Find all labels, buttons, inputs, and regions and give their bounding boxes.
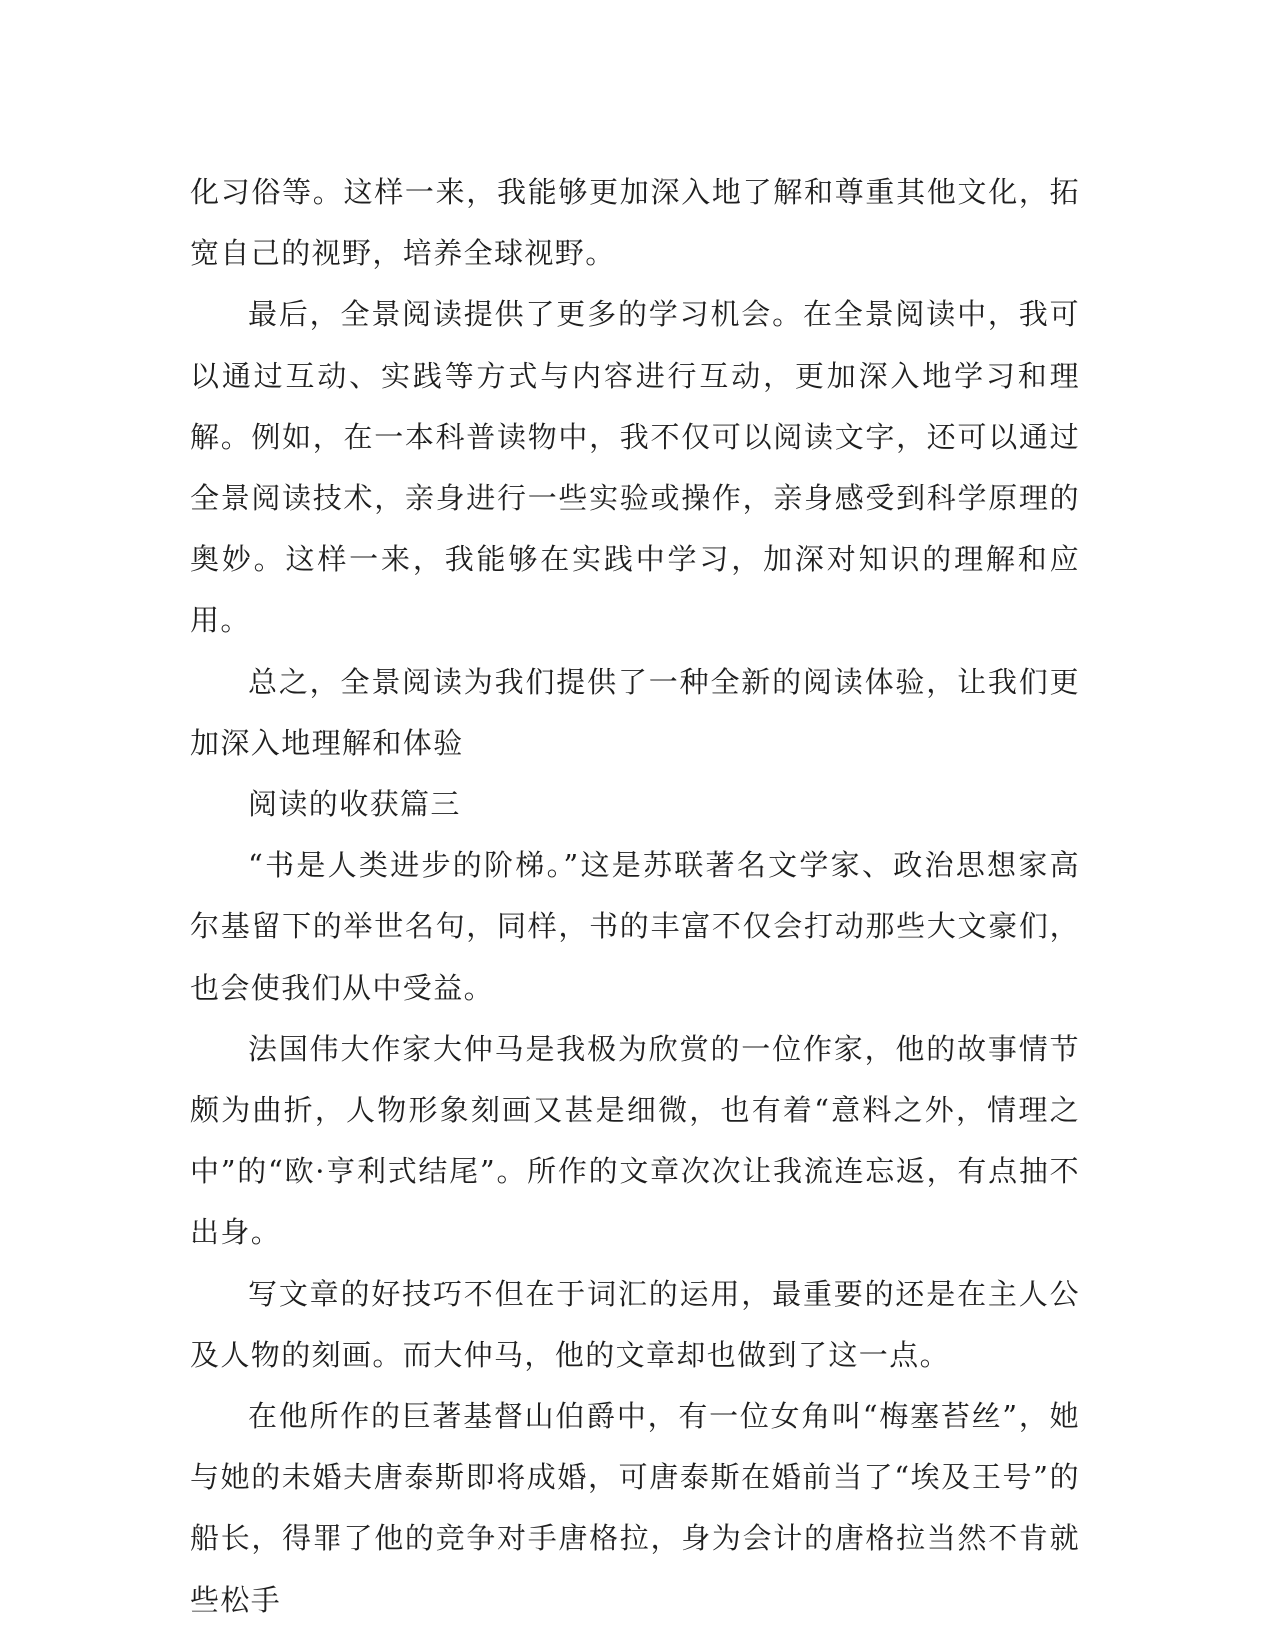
body-text [190, 162, 1080, 1631]
paragraph-7: 在他所作的巨著基督山伯爵中，有一位女角叫“梅塞苔丝”，她与她的未婚夫唐泰斯即将成婚，可唐泰斯在婚前当了“埃及王号”的船长，得罪了他的竞争对手唐格拉，身为会计的唐格拉当然不肯就些松手 [190, 1399, 1080, 1617]
paragraph-1: 化习俗等。这样一来，我能够更加深入地了解和尊重其他文化，拓宽自己的视野，培养全球视野。 [190, 175, 1080, 271]
paragraph-2: 最后，全景阅读提供了更多的学习机会。在全景阅读中，我可以通过互动、实践等方式与内容进行互动，更加深入地学习和理解。例如，在一本科普读物中，我不仅可以阅读文字，还可以通过全景阅读技术，亲身进行一些实验或操作，亲身感受到科学原理的奥妙。这样一来，我能够在实践中学习，加深对知识的理解和应用。 [190, 297, 1080, 638]
section-heading: 阅读的收获篇三 [248, 787, 461, 822]
paragraph-5: 法国伟大作家大仲马是我极为欣赏的一位作家，他的故事情节颇为曲折，人物形象刻画又甚是细微，也有着“意料之外，情理之中”的“欧·亨利式结尾”。所作的文章次次让我流连忘返，有点抽不出身。 [190, 1031, 1080, 1250]
paragraph-4: “书是人类进步的阶梯。”这是苏联著名文学家、政治思想家高尔基留下的举世名句，同样，书的丰富不仅会打动那些大文豪们，也会使我们从中受益。 [190, 848, 1080, 1005]
paragraph-6: 写文章的好技巧不但在于词汇的运用，最重要的还是在主人公及人物的刻画。而大仲马，他的文章却也做到了这一点。 [190, 1276, 1080, 1372]
paragraph-3: 总之，全景阅读为我们提供了一种全新的阅读体验，让我们更加深入地理解和体验 [190, 664, 1080, 760]
